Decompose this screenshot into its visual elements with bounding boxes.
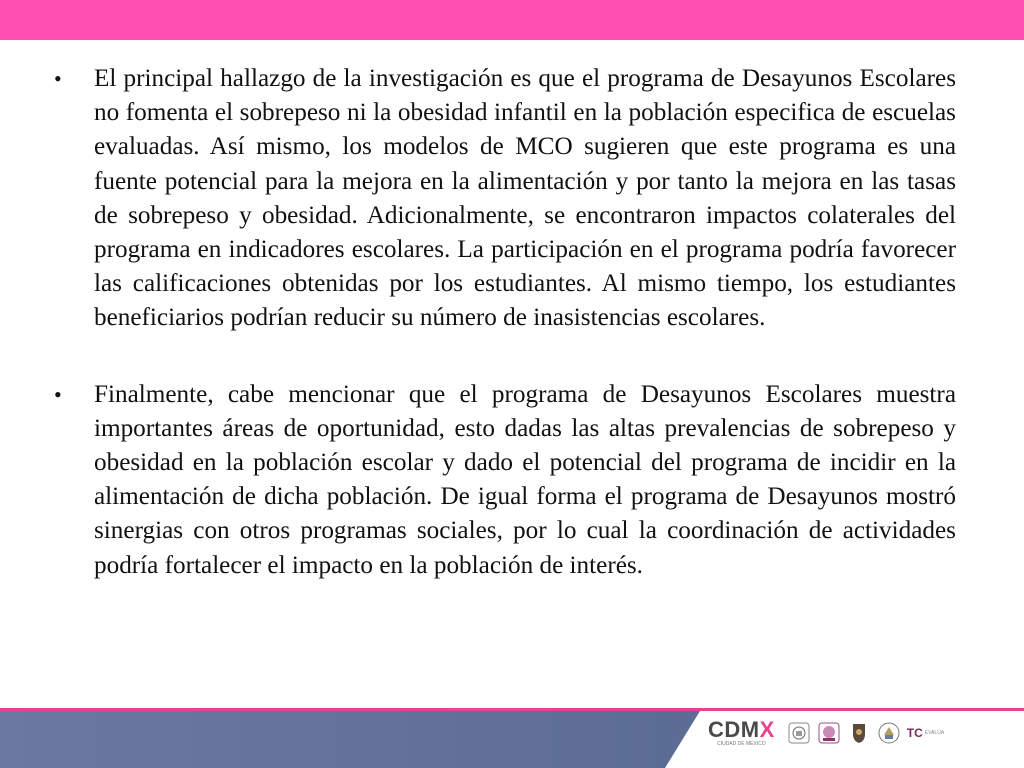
bullet-text: El principal hallazgo de la investigación es que el programa de Desayunos Escolares no fomenta el sobrepeso ni la obesidad infantil en la población especifica de escuelas evaluadas. Así mismo, los modelos de MCO sugieren que este programa es una fuente potencial para la mejora en la alimentación y por tanto la mejora en las tasas de sobrepeso y obesidad. Adicionalmente, se encontraron impactos colaterales del programa en indicadores escolares. La participación en el programa podría favorecer las calificaciones obtenidas por los estudiantes. Al mismo tiempo, los estudiantes beneficiarios podrían reducir su número de inasistencias escolares. <box>94 65 956 332</box>
dif-emblem-icon <box>817 721 841 745</box>
cdmx-logo: CDMX CIUDAD DE MÉXICO <box>708 717 775 747</box>
bullet-text: Finalmente, cabe mencionar que el programa de Desayunos Escolares muestra importantes áreas de oportunidad, esto dadas las altas prevalencias de sobrepeso y obesidad en la población escolar y dado el potencial del programa de incidir en la alimentación de dicha población. De igual forma el programa de Desayunos mostró sinergias con otros programas sociales, por lo cual la coordinación de actividades podría fortalecer el impacto en la población de interés. <box>94 380 956 579</box>
slide-body <box>54 62 956 583</box>
logo-strip <box>708 716 944 750</box>
partner-logo: TC EVALÚA <box>906 726 945 740</box>
institutional-seal-icon <box>877 721 901 745</box>
top-accent-bar <box>0 0 1024 40</box>
coat-of-arms-icon <box>847 721 871 745</box>
bullet-marker: • <box>54 381 62 407</box>
bullet-marker: • <box>54 66 62 91</box>
bullet-2 <box>54 378 956 583</box>
bullet-1 <box>54 62 956 336</box>
cdmx-subtitle: CIUDAD DE MÉXICO <box>717 741 766 747</box>
seal-icon <box>787 721 811 745</box>
